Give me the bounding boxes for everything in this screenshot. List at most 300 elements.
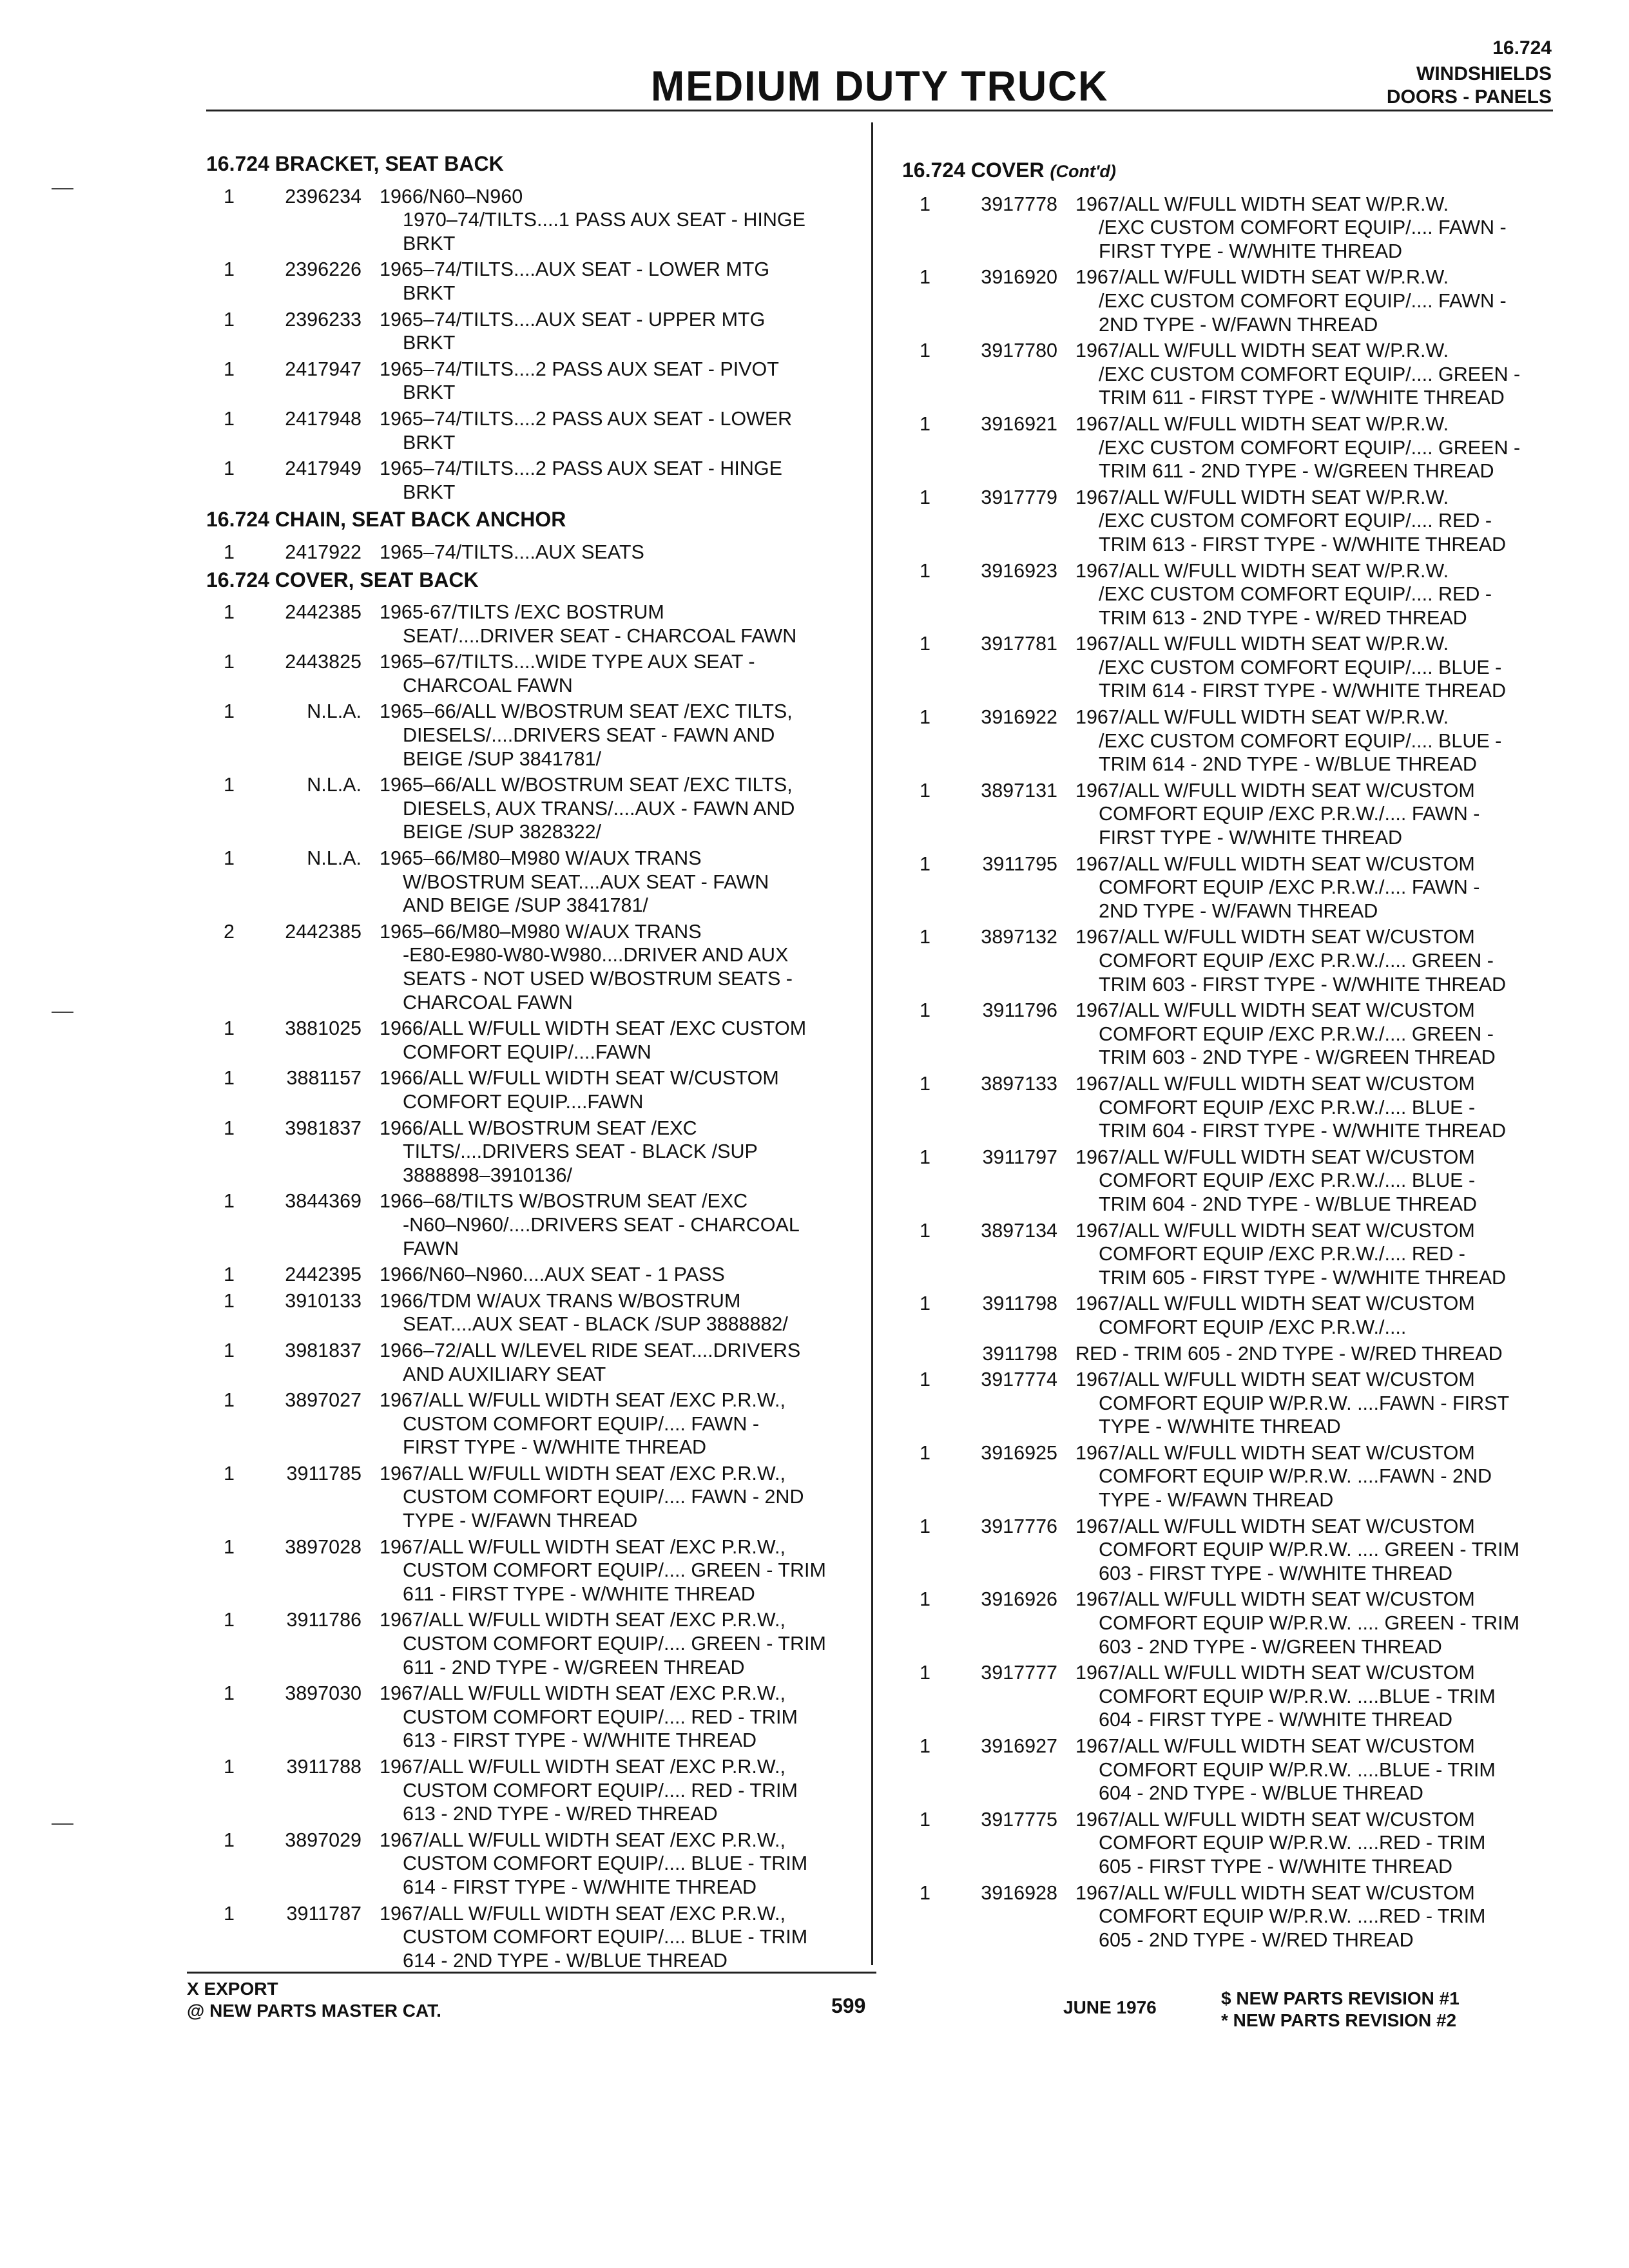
part-description [1075, 999, 1559, 1070]
part-description [380, 358, 863, 405]
description-line: 1967/ALL W/FULL WIDTH SEAT W/P.R.W. [1075, 340, 1449, 362]
part-row [206, 1117, 863, 1187]
part-row [206, 1462, 863, 1533]
description-line: CUSTOM COMFORT EQUIP/.... FAWN - 2ND [403, 1486, 804, 1508]
description-line: 1967/ALL W/FULL WIDTH SEAT W/P.R.W. [1075, 193, 1449, 215]
part-row [902, 193, 1559, 264]
part-number: 3916927 [981, 1735, 1057, 1757]
quantity: 1 [224, 1117, 235, 1139]
quantity: 1 [224, 358, 235, 380]
description-line: 1967/ALL W/FULL WIDTH SEAT /EXC P.R.W., [380, 1462, 786, 1485]
page-number: 599 [831, 1994, 866, 2017]
section-number: 16.724 [1492, 37, 1552, 59]
part-description [1075, 852, 1559, 923]
description-line: 1967/ALL W/FULL WIDTH SEAT W/CUSTOM [1075, 1735, 1475, 1757]
part-number: 3897131 [981, 779, 1057, 802]
description-line: 1967/ALL W/FULL WIDTH SEAT W/CUSTOM [1075, 1881, 1475, 1904]
description-line: 1967/ALL W/FULL WIDTH SEAT /EXC P.R.W., [380, 1756, 786, 1778]
description-line: TRIM 604 - 2ND TYPE - W/BLUE THREAD [1099, 1193, 1477, 1215]
part-row [902, 1146, 1559, 1216]
description-line: TILTS/....DRIVERS SEAT - BLACK /SUP [403, 1140, 758, 1163]
quantity: 1 [920, 193, 930, 215]
quantity: 1 [224, 407, 235, 430]
description-line: BRKT [403, 232, 456, 255]
description-line: 1966/ALL W/FULL WIDTH SEAT W/CUSTOM [380, 1067, 779, 1090]
part-row [206, 1902, 863, 1973]
part-row [206, 700, 863, 771]
part-number: 3897133 [981, 1072, 1057, 1095]
quantity: 1 [920, 486, 930, 508]
part-row [206, 650, 863, 697]
quantity: 1 [920, 1808, 930, 1831]
part-number: 3916926 [981, 1588, 1057, 1611]
section-title-line: DOORS - PANELS [1386, 86, 1552, 108]
description-line: 1967/ALL W/FULL WIDTH SEAT W/P.R.W. [1075, 412, 1449, 435]
description-line: 1966–68/TILTS W/BOSTRUM SEAT /EXC [380, 1190, 748, 1213]
part-number: 2396234 [285, 185, 361, 207]
description-line: COMFORT EQUIP /EXC P.R.W./.... GREEN - [1099, 1023, 1494, 1045]
part-description [380, 407, 863, 454]
description-line: 1967/ALL W/FULL WIDTH SEAT W/CUSTOM [1075, 1293, 1475, 1315]
description-line: 613 - 2ND TYPE - W/RED THREAD [403, 1803, 718, 1825]
part-number: 3917779 [981, 486, 1057, 508]
description-line: 1967/ALL W/FULL WIDTH SEAT W/CUSTOM [1075, 1369, 1475, 1391]
part-number: 3881157 [286, 1067, 361, 1090]
description-line: 613 - FIRST TYPE - W/WHITE THREAD [403, 1729, 757, 1752]
quantity: 1 [224, 1389, 235, 1412]
part-description [1075, 486, 1559, 557]
description-line: /EXC CUSTOM COMFORT EQUIP/.... BLUE - [1099, 729, 1502, 752]
part-number: 3916925 [981, 1441, 1057, 1464]
part-number: 3897027 [285, 1389, 361, 1412]
description-line: TRIM 603 - 2ND TYPE - W/GREEN THREAD [1099, 1046, 1496, 1069]
description-line: CUSTOM COMFORT EQUIP/.... GREEN - TRIM [403, 1633, 826, 1655]
quantity: 1 [920, 706, 930, 729]
description-line: 1967/ALL W/FULL WIDTH SEAT W/CUSTOM [1075, 1808, 1475, 1831]
part-row [902, 1072, 1559, 1143]
part-description [380, 1289, 863, 1336]
legend-new-parts: @ NEW PARTS MASTER CAT. [187, 2001, 441, 2021]
description-line: 1967/ALL W/FULL WIDTH SEAT W/CUSTOM [1075, 1588, 1475, 1611]
group-heading [206, 152, 863, 176]
description-line: 1966/ALL W/BOSTRUM SEAT /EXC [380, 1117, 697, 1139]
part-row [206, 1755, 863, 1826]
part-number: 3916928 [981, 1881, 1057, 1904]
description-line: 1967/ALL W/FULL WIDTH SEAT /EXC P.R.W., [380, 1535, 786, 1558]
part-number: 3916921 [981, 412, 1057, 435]
quantity: 1 [224, 847, 235, 870]
description-line: 1966/TDM W/AUX TRANS W/BOSTRUM [380, 1289, 741, 1312]
description-line: DIESELS/....DRIVERS SEAT - FAWN AND [403, 724, 775, 747]
part-number: 3911798 [982, 1293, 1057, 1315]
part-number: 3981837 [285, 1117, 361, 1139]
parts-group [206, 152, 863, 504]
quantity: 1 [224, 651, 235, 673]
part-row [902, 999, 1559, 1070]
part-row [902, 486, 1559, 557]
quantity: 1 [224, 541, 235, 563]
quantity: 1 [224, 1535, 235, 1558]
description-line: SEATS - NOT USED W/BOSTRUM SEATS - [403, 968, 793, 990]
part-number: 2442385 [285, 601, 361, 624]
page-title: MEDIUM DUTY TRUCK [651, 62, 1109, 110]
part-number: N.L.A. [307, 700, 361, 723]
legend-revision-2: * NEW PARTS REVISION #2 [1221, 2010, 1457, 2030]
part-row [206, 1682, 863, 1753]
description-line: 1965–74/TILTS....AUX SEAT - UPPER MTG [380, 308, 766, 331]
description-line: 1967/ALL W/FULL WIDTH SEAT W/CUSTOM [1075, 1515, 1475, 1537]
description-line: 604 - FIRST TYPE - W/WHITE THREAD [1099, 1709, 1453, 1731]
margin-mark [52, 188, 73, 189]
description-line: 1967/ALL W/FULL WIDTH SEAT /EXC P.R.W., [380, 1902, 786, 1925]
description-line: COMFORT EQUIP /EXC P.R.W./.... BLUE - [1099, 1096, 1476, 1119]
part-description [380, 847, 863, 918]
description-line: 1967/ALL W/FULL WIDTH SEAT /EXC P.R.W., [380, 1609, 786, 1631]
part-description [380, 1829, 863, 1899]
part-row [206, 258, 863, 305]
section-title [1387, 62, 1552, 109]
description-line: /EXC CUSTOM COMFORT EQUIP/.... RED - [1099, 583, 1492, 606]
part-row [902, 1515, 1559, 1586]
part-row [902, 1368, 1559, 1439]
description-line: 1967/ALL W/FULL WIDTH SEAT W/CUSTOM [1075, 852, 1475, 875]
part-number: 2442395 [285, 1264, 361, 1286]
part-row [206, 1066, 863, 1113]
part-description [1075, 1661, 1559, 1732]
description-line: CUSTOM COMFORT EQUIP/.... RED - TRIM [403, 1779, 798, 1802]
part-description [1075, 1515, 1559, 1586]
description-line: COMFORT EQUIP W/P.R.W. ....BLUE - TRIM [1099, 1758, 1496, 1781]
description-line: COMFORT EQUIP /EXC P.R.W./.... GREEN - [1099, 950, 1494, 972]
margin-mark [52, 1823, 73, 1825]
part-row [206, 1263, 863, 1287]
left-column [206, 148, 863, 1976]
description-line: COMFORT EQUIP /EXC P.R.W./.... FAWN - [1099, 876, 1480, 899]
part-number: 3911787 [286, 1902, 361, 1925]
quantity: 2 [224, 920, 235, 943]
description-line: FAWN [403, 1237, 459, 1260]
quantity: 1 [224, 1289, 235, 1312]
part-number: N.L.A. [307, 774, 361, 796]
quantity: 1 [920, 1146, 930, 1168]
parts-group [902, 159, 1559, 1952]
section-title-line: WINDSHIELDS [1416, 63, 1552, 84]
part-row [902, 1661, 1559, 1732]
part-row [206, 920, 863, 1014]
quantity: 1 [224, 1339, 235, 1361]
part-row [902, 706, 1559, 776]
part-row [206, 1189, 863, 1260]
part-row [206, 541, 863, 564]
part-number: 2396233 [285, 308, 361, 331]
description-line: 614 - FIRST TYPE - W/WHITE THREAD [403, 1876, 757, 1898]
group-heading [902, 159, 1559, 184]
description-line: FIRST TYPE - W/WHITE THREAD [403, 1436, 707, 1459]
part-description [380, 258, 863, 305]
part-description [380, 457, 863, 504]
description-line: 1967/ALL W/FULL WIDTH SEAT W/CUSTOM [1075, 1662, 1475, 1684]
part-description [1075, 1368, 1559, 1439]
part-row [206, 847, 863, 918]
part-row [902, 779, 1559, 850]
description-line: BRKT [403, 481, 456, 503]
description-line: /EXC CUSTOM COMFORT EQUIP/.... GREEN - [1099, 363, 1521, 385]
part-row [902, 1735, 1559, 1805]
part-number: 3911786 [286, 1609, 361, 1631]
part-description [380, 1389, 863, 1459]
description-line: BRKT [403, 431, 456, 454]
description-line: 1967/ALL W/FULL WIDTH SEAT W/P.R.W. [1075, 486, 1449, 508]
description-line: TRIM 611 - FIRST TYPE - W/WHITE THREAD [1099, 387, 1505, 409]
description-line: COMFORT EQUIP W/P.R.W. ....RED - TRIM [1099, 1832, 1486, 1854]
quantity [902, 1342, 951, 1366]
description-line: -E80-E980-W80-W980....DRIVER AND AUX [403, 944, 789, 966]
description-line: RED - TRIM 605 - 2ND TYPE - W/RED THREAD [1075, 1342, 1503, 1365]
part-row [206, 1389, 863, 1459]
part-row [206, 185, 863, 256]
part-row [206, 1289, 863, 1336]
description-line: COMFORT EQUIP /EXC P.R.W./.... BLUE - [1099, 1169, 1476, 1192]
description-line: 603 - FIRST TYPE - W/WHITE THREAD [1099, 1562, 1453, 1584]
description-line: 611 - 2ND TYPE - W/GREEN THREAD [403, 1656, 745, 1678]
part-row [206, 601, 863, 648]
part-row [902, 925, 1559, 996]
part-description [1075, 265, 1559, 336]
description-line: SEAT/....DRIVER SEAT - CHARCOAL FAWN [403, 624, 797, 647]
quantity: 1 [920, 1735, 930, 1757]
description-line: TRIM 611 - 2ND TYPE - W/GREEN THREAD [1099, 460, 1494, 483]
part-number: 3917774 [981, 1369, 1057, 1391]
part-description [1075, 632, 1559, 703]
part-description [1075, 1219, 1559, 1290]
description-line: 1965–74/TILTS....2 PASS AUX SEAT - HINGE [380, 457, 782, 480]
group-heading-text: 16.724 BRACKET, SEAT BACK [206, 152, 504, 175]
part-number: 2417922 [285, 541, 361, 563]
description-line: TYPE - W/FAWN THREAD [1099, 1489, 1334, 1512]
part-number: 3917777 [981, 1662, 1057, 1684]
quantity: 1 [920, 779, 930, 802]
quantity: 1 [920, 1881, 930, 1904]
quantity: 1 [224, 1462, 235, 1485]
quantity: 1 [224, 700, 235, 723]
quantity: 1 [920, 1588, 930, 1611]
description-line: /EXC CUSTOM COMFORT EQUIP/.... FAWN - [1099, 216, 1507, 239]
description-line: 1967/ALL W/FULL WIDTH SEAT W/CUSTOM [1075, 926, 1475, 948]
part-description [1075, 1072, 1559, 1143]
part-description [380, 1117, 863, 1187]
description-line: 1967/ALL W/FULL WIDTH SEAT /EXC P.R.W., [380, 1389, 786, 1412]
description-line: COMFORT EQUIP W/P.R.W. ....FAWN - FIRST [1099, 1392, 1510, 1414]
part-description [380, 1535, 863, 1606]
part-number: 3897029 [285, 1829, 361, 1851]
part-row [902, 1292, 1559, 1339]
part-number: 3917776 [981, 1515, 1057, 1537]
part-row [902, 559, 1559, 630]
group-heading-continued: (Cont'd) [1050, 162, 1116, 181]
description-line: TRIM 614 - FIRST TYPE - W/WHITE THREAD [1099, 680, 1507, 702]
description-line: 1967/ALL W/FULL WIDTH SEAT W/CUSTOM [1075, 999, 1475, 1022]
description-line: 605 - 2ND TYPE - W/RED THREAD [1099, 1928, 1414, 1951]
part-row [902, 339, 1559, 410]
quantity: 1 [224, 1609, 235, 1631]
part-number: N.L.A. [307, 847, 361, 870]
part-description [380, 1608, 863, 1679]
description-line: 1967/ALL W/FULL WIDTH SEAT W/P.R.W. [1075, 706, 1449, 729]
part-number: 3917778 [981, 193, 1057, 215]
part-description [380, 1066, 863, 1113]
quantity: 1 [920, 1293, 930, 1315]
quantity: 1 [224, 1902, 235, 1925]
part-number: 3910133 [285, 1289, 361, 1312]
quantity: 1 [224, 601, 235, 624]
description-line: AND AUXILIARY SEAT [403, 1363, 606, 1385]
quantity: 1 [224, 185, 235, 207]
header-rule [206, 110, 1553, 111]
description-line: TRIM 613 - FIRST TYPE - W/WHITE THREAD [1099, 533, 1507, 555]
description-line: 1965–74/TILTS....AUX SEATS [380, 541, 644, 563]
part-description [380, 1339, 863, 1386]
part-row [206, 457, 863, 504]
part-description [380, 1189, 863, 1260]
quantity: 1 [920, 1219, 930, 1242]
quantity: 1 [224, 1829, 235, 1851]
group-heading [206, 568, 863, 592]
quantity: 1 [224, 1682, 235, 1705]
part-number: 3911788 [286, 1756, 361, 1778]
part-description [1075, 706, 1559, 776]
part-description [1075, 925, 1559, 996]
description-line: 1965–66/M80–M980 W/AUX TRANS [380, 847, 702, 870]
part-row [206, 773, 863, 844]
description-line: CUSTOM COMFORT EQUIP/.... BLUE - TRIM [403, 1926, 808, 1948]
description-line: /EXC CUSTOM COMFORT EQUIP/.... GREEN - [1099, 436, 1521, 459]
part-description [1075, 1342, 1559, 1366]
part-description [1075, 1588, 1559, 1658]
part-row [206, 1339, 863, 1386]
description-line: 1966/N60–N960....AUX SEAT - 1 PASS [380, 1264, 725, 1286]
part-row [902, 412, 1559, 483]
quantity: 1 [920, 1662, 930, 1684]
part-row [902, 632, 1559, 703]
description-line: 1967/ALL W/FULL WIDTH SEAT W/P.R.W. [1075, 633, 1449, 655]
description-line: TRIM 603 - FIRST TYPE - W/WHITE THREAD [1099, 973, 1507, 995]
description-line: COMFORT EQUIP....FAWN [403, 1090, 644, 1113]
description-line: TRIM 613 - 2ND TYPE - W/RED THREAD [1099, 606, 1467, 629]
description-line: 1965–66/M80–M980 W/AUX TRANS [380, 920, 702, 943]
description-line: COMFORT EQUIP W/P.R.W. .... GREEN - TRIM [1099, 1612, 1519, 1635]
description-line: 1967/ALL W/FULL WIDTH SEAT W/P.R.W. [1075, 559, 1449, 582]
group-heading-text: 16.724 COVER [902, 159, 1050, 182]
part-description [380, 308, 863, 355]
part-description [380, 1017, 863, 1064]
quantity: 1 [920, 266, 930, 289]
part-number: 3911796 [982, 999, 1057, 1022]
description-line: 1967/ALL W/FULL WIDTH SEAT /EXC P.R.W., [380, 1682, 786, 1705]
description-line: 1965-67/TILTS /EXC BOSTRUM [380, 601, 664, 624]
description-line: 1967/ALL W/FULL WIDTH SEAT W/CUSTOM [1075, 1146, 1475, 1168]
quantity: 1 [920, 852, 930, 875]
description-line: 1967/ALL W/FULL WIDTH SEAT W/CUSTOM [1075, 1441, 1475, 1464]
part-row [902, 1881, 1559, 1952]
description-line: 1966/N60–N960 [380, 185, 523, 207]
description-line: 1965–66/ALL W/BOSTRUM SEAT /EXC TILTS, [380, 700, 793, 723]
description-line: 2ND TYPE - W/FAWN THREAD [1099, 899, 1378, 922]
description-line: COMFORT EQUIP/....FAWN [403, 1041, 651, 1063]
description-line: 611 - FIRST TYPE - W/WHITE THREAD [403, 1582, 755, 1605]
description-line: SEAT....AUX SEAT - BLACK /SUP 3888882/ [403, 1313, 788, 1336]
legend-revision-1: $ NEW PARTS REVISION #1 [1221, 1988, 1460, 2008]
description-line: 1967/ALL W/FULL WIDTH SEAT W/CUSTOM [1075, 1219, 1475, 1242]
part-row [206, 358, 863, 405]
description-line: /EXC CUSTOM COMFORT EQUIP/.... FAWN - [1099, 289, 1507, 312]
part-description [1075, 559, 1559, 630]
description-line: 3888898–3910136/ [403, 1164, 572, 1186]
part-description [380, 920, 863, 1014]
description-line: CUSTOM COMFORT EQUIP/.... GREEN - TRIM [403, 1559, 826, 1582]
part-description [1075, 1441, 1559, 1512]
part-row [206, 308, 863, 355]
part-row [902, 265, 1559, 336]
quantity: 1 [224, 258, 235, 281]
description-line: TRIM 605 - FIRST TYPE - W/WHITE THREAD [1099, 1266, 1507, 1289]
part-description [1075, 1292, 1559, 1339]
part-number: 3916922 [981, 706, 1057, 729]
description-line: BRKT [403, 332, 456, 354]
description-line: TRIM 604 - FIRST TYPE - W/WHITE THREAD [1099, 1120, 1507, 1142]
part-description [380, 700, 863, 771]
part-number: 3897028 [285, 1535, 361, 1558]
part-row [902, 1219, 1559, 1290]
description-line: BEIGE /SUP 3841781/ [403, 747, 602, 770]
description-line: 1970–74/TILTS....1 PASS AUX SEAT - HINGE [403, 209, 805, 231]
description-line: 1965–66/ALL W/BOSTRUM SEAT /EXC TILTS, [380, 774, 793, 796]
part-number: 3916920 [981, 266, 1057, 289]
description-line: CUSTOM COMFORT EQUIP/.... RED - TRIM [403, 1706, 798, 1728]
description-line: 1967/ALL W/FULL WIDTH SEAT W/CUSTOM [1075, 779, 1475, 802]
part-row [206, 407, 863, 454]
legend-export: X EXPORT [187, 1979, 278, 1999]
part-number: 3911798 [982, 1342, 1057, 1365]
part-description [1075, 779, 1559, 850]
part-row [902, 1588, 1559, 1658]
part-description [380, 773, 863, 844]
part-description [1075, 1881, 1559, 1952]
part-number: 2417949 [285, 457, 361, 480]
publication-date: JUNE 1976 [1063, 1997, 1157, 2017]
footer-legend-left [187, 1978, 441, 2022]
part-number: 2396226 [285, 258, 361, 281]
description-line: 1965–74/TILTS....2 PASS AUX SEAT - LOWER [380, 407, 793, 430]
description-line: 614 - 2ND TYPE - W/BLUE THREAD [403, 1949, 728, 1972]
description-line: COMFORT EQUIP /EXC P.R.W./.... RED - [1099, 1243, 1465, 1265]
description-line: -N60–N960/....DRIVERS SEAT - CHARCOAL [403, 1213, 800, 1236]
description-line: /EXC CUSTOM COMFORT EQUIP/.... RED - [1099, 510, 1492, 532]
description-line: DIESELS, AUX TRANS/....AUX - FAWN AND [403, 797, 795, 820]
description-line: BRKT [403, 381, 456, 404]
part-description [1075, 1146, 1559, 1216]
part-number: 3917781 [981, 633, 1057, 655]
part-row [206, 1017, 863, 1064]
quantity: 1 [920, 999, 930, 1022]
group-heading [206, 508, 863, 532]
quantity: 1 [224, 774, 235, 796]
part-number: 3917775 [981, 1808, 1057, 1831]
description-line: FIRST TYPE - W/WHITE THREAD [1099, 827, 1403, 849]
quantity: 1 [224, 1190, 235, 1213]
description-line: AND BEIGE /SUP 3841781/ [403, 894, 648, 917]
description-line: CUSTOM COMFORT EQUIP/.... FAWN - [403, 1412, 759, 1435]
description-line: CHARCOAL FAWN [403, 674, 573, 697]
